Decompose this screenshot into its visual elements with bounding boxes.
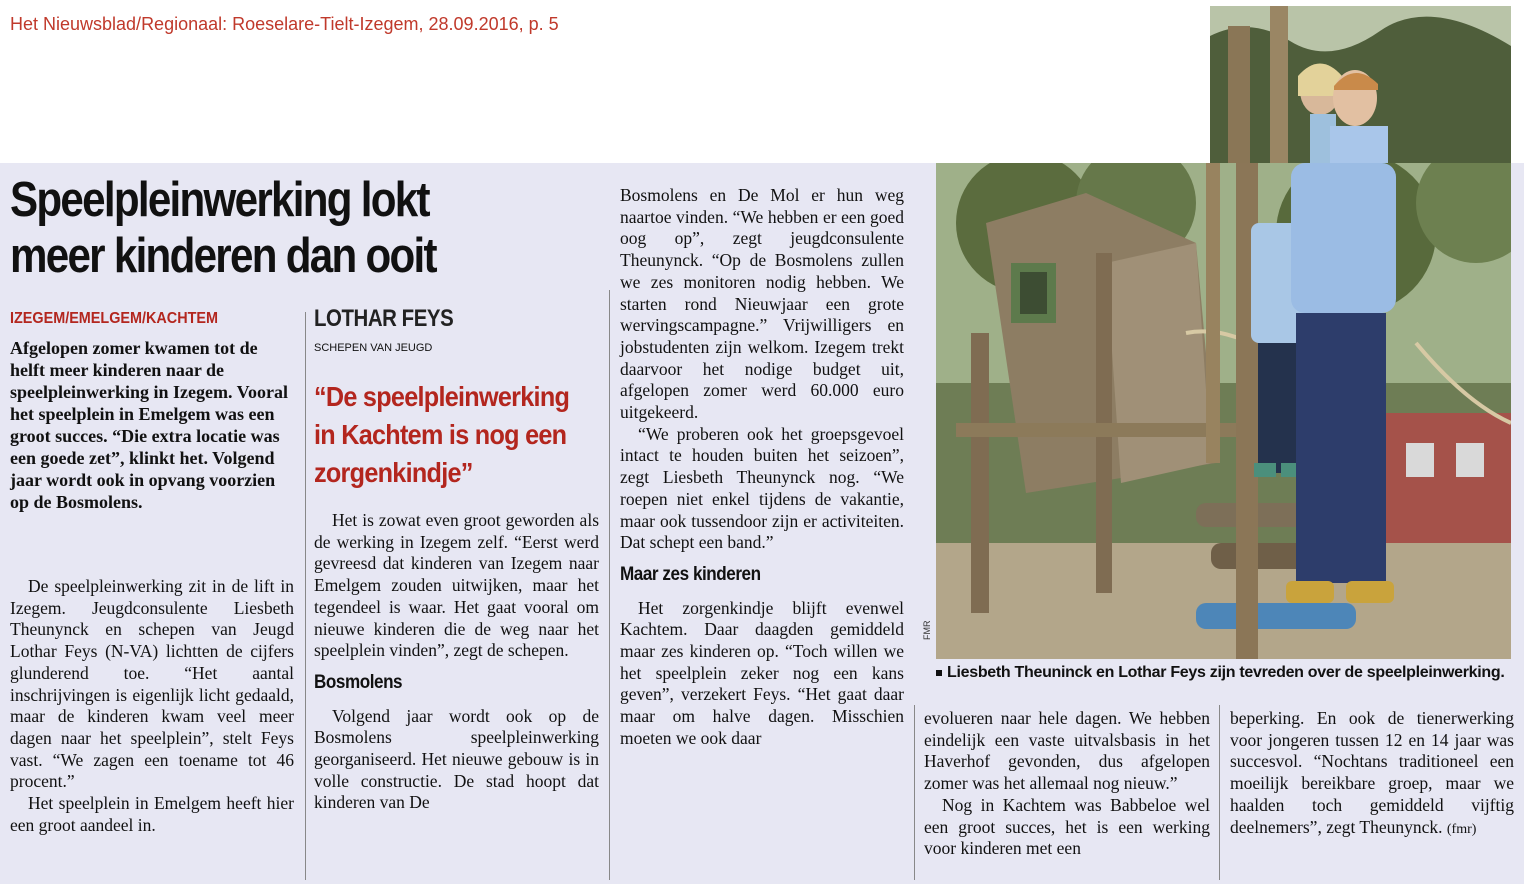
column-2-paragraph-1: Het is zowat even groot geworden als de werking in Izegem zelf. “Eerst werd gevreesd dat kinderen van Izegem naar Emelgem zouden uitwijken, maar het tegendeel is waar. Het gaat vooral om nieuwe kinderen die de weg naar het speelplein vinden”, zegt de schepen. <box>314 510 599 661</box>
column-5-text: beperking. En ook de tienerwerking voor jongeren tussen 12 en 14 jaar was succesvol. “Nochtans traditioneel een moeilijk bereikbare groep, maar we haalden toch gemiddeld vijftig deelnemers”, zegt Theunynck. <box>1230 708 1514 837</box>
caption-bullet-icon <box>936 670 942 676</box>
column-5-paragraph-1 <box>1230 708 1514 840</box>
photo-credit: FMR <box>922 620 932 640</box>
article-photo-top <box>1210 6 1511 166</box>
sidebar-name: LOTHAR FEYS <box>314 305 454 332</box>
column-1-paragraph-2: Het speelplein in Emelgem heeft hier een groot aandeel in. <box>10 793 294 835</box>
subheading-bosmolens: Bosmolens <box>314 671 403 693</box>
subheading-maar-zes-kinderen: Maar zes kinderen <box>620 563 761 585</box>
photo-caption <box>936 664 1505 682</box>
column-2-paragraph-2: Volgend jaar wordt ook op de Bosmolens speelpleinwerking georganiseerd. Het nieuwe gebouw is in volle constructie. De stad hoopt dat kinderen van De <box>314 705 599 813</box>
intro-paragraph: Afgelopen zomer kwamen tot de helft meer kinderen naar de speelpleinwerking in Izegem. Vooral het speelplein in Emelgem was een groot succes. “Die extra locatie was een goede zet”, klinkt het. Volgend jaar wordt ook in opvang voorzien op de Bosmolens. <box>10 338 288 512</box>
column-1 <box>10 576 294 836</box>
column-4 <box>924 708 1210 860</box>
column-3-paragraph-3: Het zorgenkindje blijft evenwel Kachtem. Daar daagden gemiddeld maar zes kinderen op. “Toch willen we het speelplein zeker nog een kans geven”, verzekert Feys. “Het gaat daar maar om halve dagen. Misschien moeten we ook daar <box>620 597 904 748</box>
sidebar-role: SCHEPEN VAN JEUGD <box>314 342 433 354</box>
column-divider-1 <box>305 312 306 880</box>
article-photo <box>936 163 1511 659</box>
location-kicker: IZEGEM/EMELGEM/KACHTEM <box>10 310 218 327</box>
column-3-paragraph-2: “We proberen ook het groepsgevoel intact te houden buiten het seizoen”, zegt Liesbeth Theunynck nog. “We roepen niet enkel tijdens de vakantie, maar ook tussendoor zijn er activiteiten. Dat schept een band.” <box>620 423 904 553</box>
pull-quote: “De speelpleinwerking in Kachtem is nog een zorgenkindje” <box>314 381 570 488</box>
headline: Speelpleinwerking lokt meer kinderen dan ooit <box>10 173 436 283</box>
source-line: Het Nieuwsblad/Regionaal: Roeselare-Tielt-Izegem, 28.09.2016, p. 5 <box>10 14 559 34</box>
column-4-paragraph-2: Nog in Kachtem was Babbeloe wel een groot succes, het is een werking voor kinderen met een <box>924 794 1210 859</box>
column-1-paragraph-1: De speelpleinwerking zit in de lift in Izegem. Jeugdconsulente Liesbeth Theunynck en schepen van Jeugd Lothar Feys (N-VA) lichtten de cijfers glunderend toe. “Het aantal inschrijvingen is eigenlijk licht gedaald, maar de kinderen kwam veel meer dagen naar het speelplein”, stelt Feys vast. “We zagen een toename tot 46 procent.” <box>10 576 294 792</box>
column-5 <box>1230 708 1514 840</box>
column-3 <box>620 185 904 750</box>
byline: (fmr) <box>1446 821 1477 837</box>
column-4-paragraph-1: evolueren naar hele dagen. We hebben eindelijk een vaste uitvalsbasis in het Haverhof gevonden, dus afgelopen zomer was het allemaal nog nieuw.” <box>924 708 1210 794</box>
column-divider-2 <box>609 290 610 880</box>
column-3-paragraph-1: Bosmolens en De Mol er hun weg naartoe vinden. “We hebben er een goed oog op”, zegt jeugdconsulente Theunynck. “Op de Bosmolens zullen we zes monitoren nodig hebben. We starten rond Nieuwjaar een grote wervingscampagne.” Vrijwilligers en jobstudenten zijn welkom. Izegem trekt daarvoor het nodige budget uit, afgelopen zomer werd 60.000 euro uitgekeerd. <box>620 185 904 423</box>
column-divider-4 <box>1219 705 1220 880</box>
photo-caption-text: Liesbeth Theuninck en Lothar Feys zijn tevreden over de speelpleinwerking. <box>947 664 1505 681</box>
column-divider-3 <box>914 705 915 880</box>
column-2 <box>314 510 599 814</box>
